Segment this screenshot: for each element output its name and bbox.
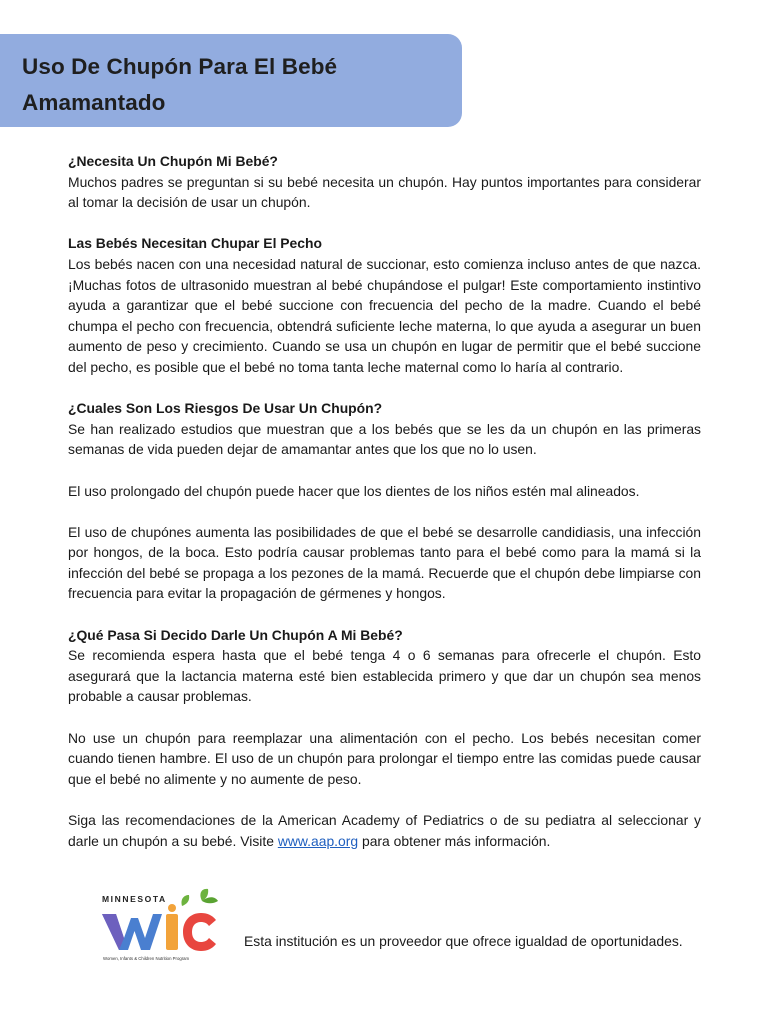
section-paragraph: Los bebés nacen con una necesidad natural de succionar, esto comienza incluso antes de que nazca. ¡Muchas fotos de ultrasonido muestran al bebé chupándose el pulgar! Este comportamiento instintivo ayuda a garantizar que el bebé succione con frecuencia del pecho de la madre. Cuando el bebé chumpa el pecho con frecuencia, obtendrá suficiente leche materna, lo que ayuda a asegurar un buen aumento de peso y crecimiento. Cuando se usa un chupón en lugar de permitir que el bebé succione del pecho, es posible que el bebé no toma tanta leche maternal como lo haría al contrario. bbox=[68, 255, 701, 375]
closing-paragraph bbox=[68, 810, 701, 851]
article-body bbox=[68, 151, 701, 872]
section-paragraph: Se han realizado estudios que muestran que a los bebés que se les da un chupón en las primeras semanas de vida pueden dejar de amamantar antes que los que no lo usen. bbox=[68, 420, 701, 458]
section-paragraph: El uso prolongado del chupón puede hacer que los dientes de los niños estén mal alineados. bbox=[68, 482, 640, 499]
section-paragraph: El uso de chupónes aumenta las posibilidades de que el bebé se desarrolle candidiasis, una infección por hongos, de la boca. Esto podría causar problemas tanto para el bebé como para la mamá si la infección del bebé se propaga a los pezones de la mamá. Recuerde que el chupón debe limpiarse con frecuencia para evitar la propagación de gérmenes y hongos. bbox=[68, 523, 701, 602]
page-title bbox=[22, 49, 462, 121]
logo-letter-c bbox=[183, 913, 216, 951]
section-needs-pacifier bbox=[68, 151, 701, 213]
closing-text-after: para obtener más información. bbox=[358, 832, 551, 849]
closing-text-before: Siga las recomendaciones de la American Academy of Pediatrics o de su pediatra al seleccionar y darle un chupón a su bebé. Visite bbox=[68, 812, 701, 849]
section-paragraph: Muchos padres se preguntan si su bebé necesita un chupón. Hay puntos importantes para considerar al tomar la decisión de usar un chupón. bbox=[68, 173, 701, 211]
section-heading: ¿Qué Pasa Si Decido Darle Un Chupón A Mi Bebé? bbox=[68, 626, 403, 643]
section-heading: Las Bebés Necesitan Chupar El Pecho bbox=[68, 235, 322, 252]
section-heading: ¿Necesita Un Chupón Mi Bebé? bbox=[68, 153, 278, 169]
footer bbox=[98, 884, 738, 964]
page-title-line1: Uso De Chupón Para El Bebé bbox=[22, 54, 338, 79]
section-paragraph: Se recomienda espera hasta que el bebé tenga 4 o 6 semanas para ofrecerle el chupón. Esto asegurará que la lactancia materna esté bien establecida primero y que dar un chupón sea menos probable a causar problemas. bbox=[68, 647, 701, 705]
page-title-line2: Amamantado bbox=[22, 90, 166, 115]
title-banner bbox=[0, 34, 462, 127]
section-what-if-decide bbox=[68, 625, 701, 790]
section-babies-need-breast bbox=[68, 233, 701, 377]
leaf-icon bbox=[181, 895, 189, 906]
equal-opportunity-statement: Esta institución es un proveedor que ofrece igualdad de oportunidades. bbox=[244, 933, 683, 949]
logo-state-text: MINNESOTA bbox=[102, 894, 167, 904]
aap-link[interactable]: www.aap.org bbox=[277, 832, 359, 849]
section-closing bbox=[68, 810, 701, 851]
section-heading: ¿Cuales Son Los Riesgos De Usar Un Chupón? bbox=[68, 400, 383, 417]
section-risks bbox=[68, 398, 701, 604]
minnesota-wic-logo bbox=[98, 884, 224, 964]
logo-letter-i bbox=[166, 914, 178, 950]
logo-subtitle: Women, Infants & Children Nutrition Program bbox=[103, 956, 190, 961]
section-paragraph: No use un chupón para reemplazar una alimentación con el pecho. Los bebés necesitan comer cuando tienen hambre. El uso de un chupón para prolongar el tiempo entre las comidas puede causar que el bebé no alimente y no aumente de peso. bbox=[68, 729, 701, 787]
